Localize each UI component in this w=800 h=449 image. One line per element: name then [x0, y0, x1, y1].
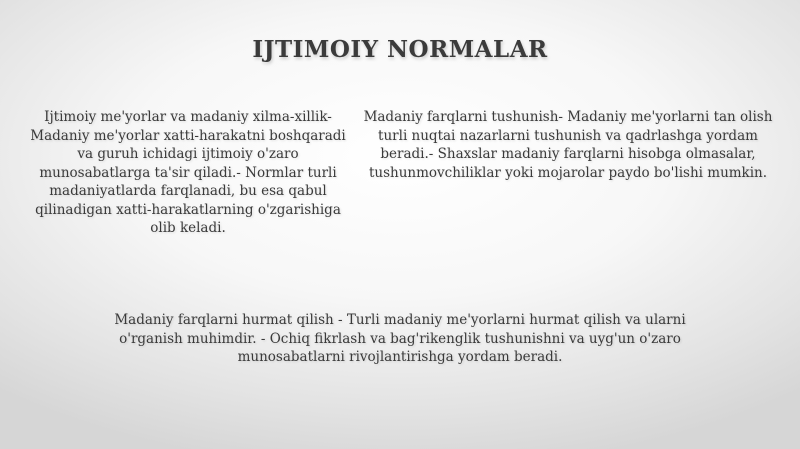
text-block-right: Madaniy farqlarni tushunish- Madaniy me'yorlarni tan olish turli nuqtai nazarlarni tushunish va qadrlashga yordam beradi.- Shaxslar madaniy farqlarni hisobga olmasalar, tushunmovchiliklar yoki mojarolar paydo bo'lishi mumkin.	[363, 109, 773, 181]
slide-title: IJTIMOIY NORMALAR	[252, 36, 548, 63]
text-block-bottom: Madaniy farqlarni hurmat qilish - Turli madaniy me'yorlarni hurmat qilish va ularni o'rganish muhimdir. - Ochiq fikrlash va bag'rikenglik tushunishni va uyg'un o'zaro munosabatlarni rivojlantirishga yordam beradi.	[114, 312, 686, 365]
text-block-left: Ijtimoiy me'yorlar va madaniy xilma-xillik- Madaniy me'yorlar xatti-harakatni boshqaradi va guruh ichidagi ijtimoiy o'zaro munosabatlarga ta'sir qiladi.- Normlar turli madaniyatlarda farqlanadi, bu esa qabul qilinadigan xatti-harakatlarning o'zgarishiga olib keladi.	[30, 109, 346, 236]
